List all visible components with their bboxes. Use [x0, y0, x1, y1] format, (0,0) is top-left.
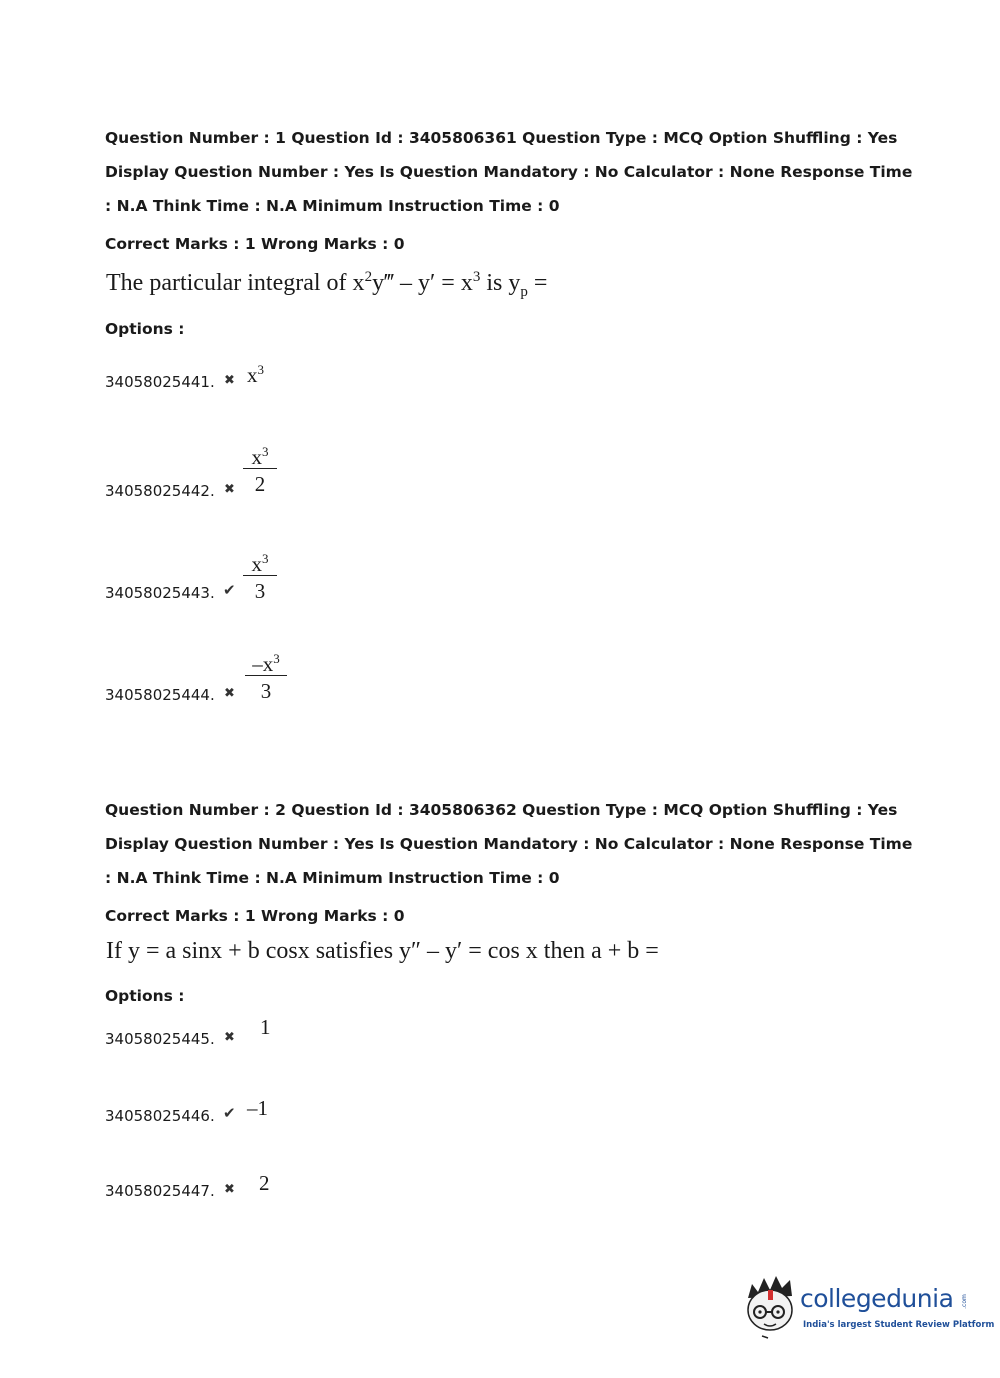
q1-stem: The particular integral of $x^2y‴ - y' = x^3$ is $y_p$ =	[106, 269, 548, 300]
q2-options-label: Options :	[105, 987, 185, 1005]
q2-marks: Correct Marks : 1 Wrong Marks : 0	[105, 907, 405, 925]
q1-meta-line-1: Question Number : 1 Question Id : 3405806361 Question Type : MCQ Option Shuffling : Yes	[105, 129, 898, 147]
q1-option-3-id: 34058025443.	[105, 584, 215, 602]
check-icon: ✔	[223, 581, 236, 599]
q1-meta-line-3: : N.A Think Time : N.A Minimum Instruction Time : 0	[105, 197, 560, 215]
q2-meta-line-3: : N.A Think Time : N.A Minimum Instruction Time : 0	[105, 869, 560, 887]
mascot-logo-icon	[742, 1272, 802, 1344]
q1-meta-line-2: Display Question Number : Yes Is Question Mandatory : No Calculator : None Response Time	[105, 163, 913, 181]
wrong-icon: ✖	[224, 686, 235, 701]
q2-option-2-value[interactable]: –1	[247, 1096, 268, 1120]
q1-option-3-value[interactable]: $\frac{x^3}{3}$	[243, 547, 277, 606]
q2-meta-line-1: Question Number : 2 Question Id : 3405806362 Question Type : MCQ Option Shuffling : Yes	[105, 801, 898, 819]
q1-marks: Correct Marks : 1 Wrong Marks : 0	[105, 235, 405, 253]
q1-option-2-value[interactable]: $\frac{x^3}{2}$	[243, 440, 277, 499]
q1-option-2-id: 34058025442.	[105, 482, 215, 500]
q1-option-4-id: 34058025444.	[105, 686, 215, 704]
q1-option-1-id: 34058025441.	[105, 373, 215, 391]
q2-option-3-id: 34058025447.	[105, 1182, 215, 1200]
q1-options-label: Options :	[105, 320, 185, 338]
check-icon: ✔	[223, 1104, 236, 1122]
wrong-icon: ✖	[224, 1182, 235, 1197]
brand-suffix: .com	[960, 1294, 968, 1309]
q2-option-2-id: 34058025446.	[105, 1107, 215, 1125]
q2-option-3-value[interactable]: 2	[259, 1171, 270, 1195]
q2-option-1-value[interactable]: 1	[260, 1015, 271, 1039]
brand-tagline: India's largest Student Review Platform	[803, 1320, 995, 1330]
q2-stem: If y = a sinx + b cosx satisfies y″ – y′ = cos x then a + b =	[106, 938, 659, 964]
q1-option-1-value[interactable]: $x^3$	[247, 362, 264, 387]
brand-name: collegedunia	[800, 1284, 954, 1313]
wrong-icon: ✖	[224, 373, 235, 388]
q1-option-4-value[interactable]: $\frac{-x^3}{3}$	[245, 647, 287, 706]
q2-option-1-id: 34058025445.	[105, 1030, 215, 1048]
q2-meta-line-2: Display Question Number : Yes Is Question Mandatory : No Calculator : None Response Time	[105, 835, 913, 853]
wrong-icon: ✖	[224, 1030, 235, 1045]
wrong-icon: ✖	[224, 482, 235, 497]
